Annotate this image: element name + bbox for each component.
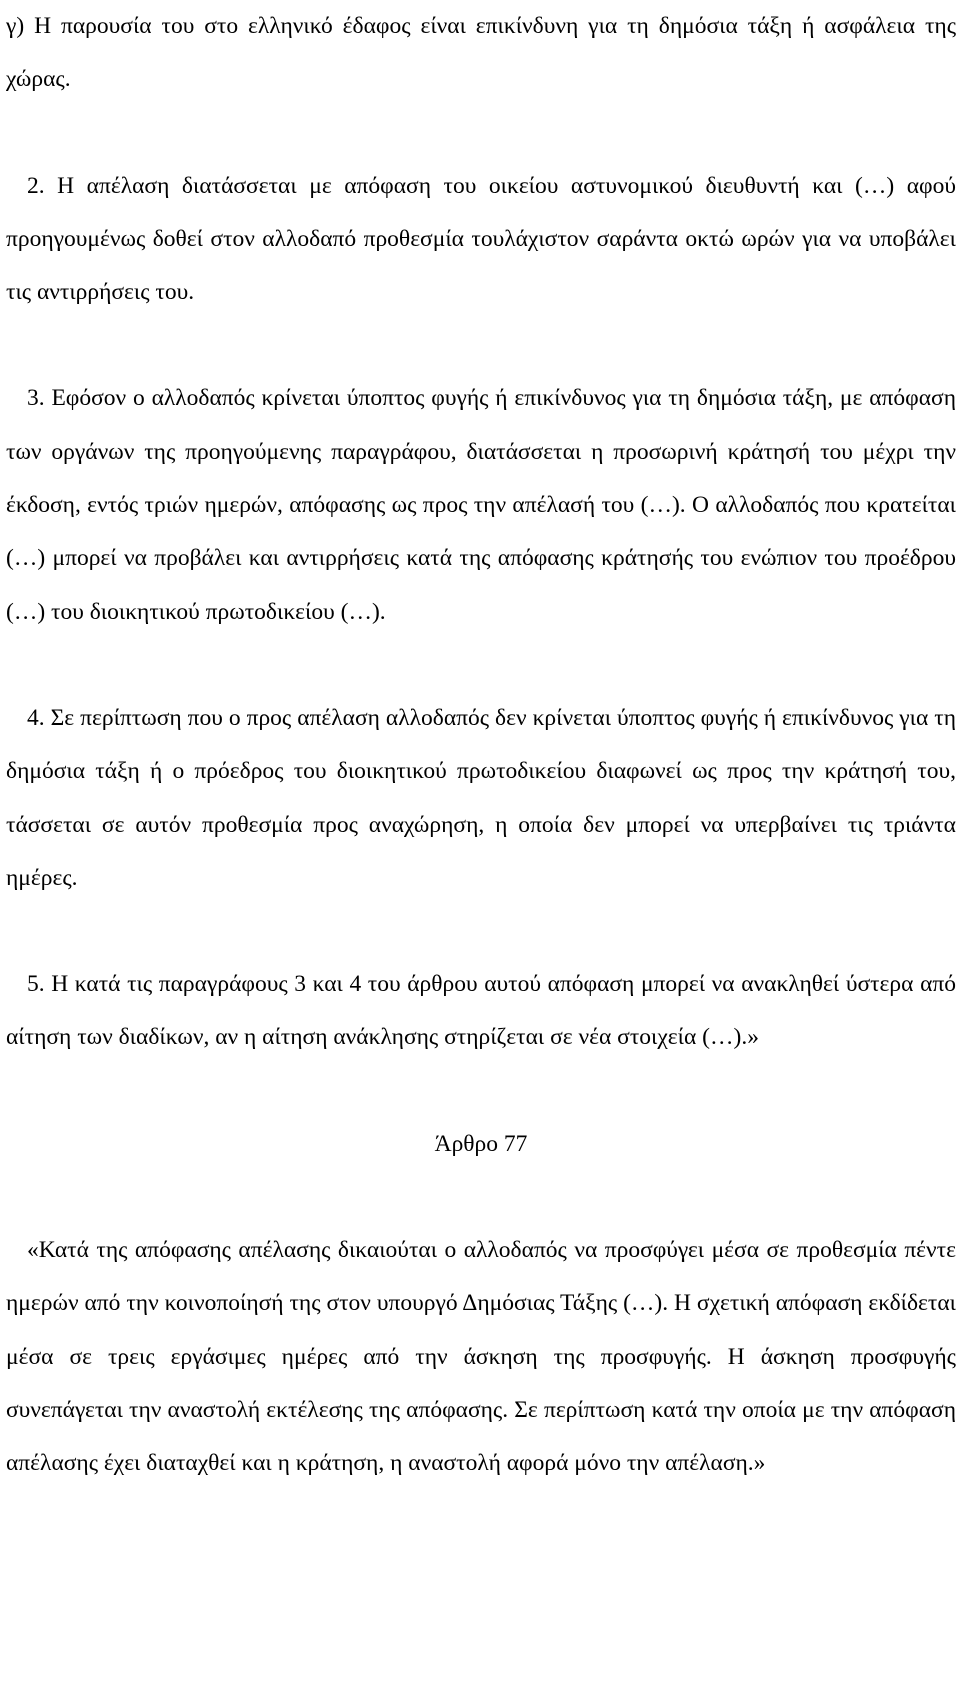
paragraph-2: 2. Η απέλαση διατάσσεται με απόφαση του οικείου αστυνομικού διευθυντή και (…) αφού προηγουμένως δοθεί στον αλλοδαπό προθεσμία τουλάχιστον σαράντα οκτώ ωρών για να υποβάλει τις αντιρρήσεις του. bbox=[6, 172, 956, 306]
article-heading: Άρθρο 77 bbox=[434, 1130, 528, 1157]
paragraph-4: 4. Σε περίπτωση που ο προς απέλαση αλλοδαπός δεν κρίνεται ύποπτος φυγής ή επικίνδυνος για τη δημόσια τάξη ή ο πρόεδρος του διοικητικού πρωτοδικείου διαφωνεί ως προς την κράτησή του, τάσσεται σε αυτόν προθεσμία προς αναχώρηση, η οποία δεν μπορεί να υπερβαίνει τις τριάντα ημέρες. bbox=[6, 704, 956, 891]
paragraph-5: 5. Η κατά τις παραγράφους 3 και 4 του άρθρου αυτού απόφαση μπορεί να ανακληθεί ύστερα από αίτηση των διαδίκων, αν η αίτηση ανάκλησης στηρίζεται σε νέα στοιχεία (…).» bbox=[6, 971, 956, 1051]
paragraph-gamma: γ) Η παρουσία του στο ελληνικό έδαφος είναι επικίνδυνη για τη δημόσια τάξη ή ασφάλεια της χώρας. bbox=[6, 13, 956, 93]
article-77-text: «Κατά της απόφασης απέλασης δικαιούται ο αλλοδαπός να προσφύγει μέσα σε προθεσμία πέντε ημερών από την κοινοποίησή της στον υπουργό Δημόσιας Τάξης (…). Η σχετική απόφαση εκδίδεται μέσα σε τρεις εργάσιμες ημέρες από την άσκηση της προσφυγής. Η άσκηση προσφυγής συνεπάγεται την αναστολή εκτέλεσης της απόφασης. Σε περίπτωση κατά την οποία με την απόφαση απέλασης έχει διαταχθεί και η κράτηση, η αναστολή αφορά μόνο την απέλαση.» bbox=[6, 1237, 956, 1477]
paragraph-3: 3. Εφόσον ο αλλοδαπός κρίνεται ύποπτος φυγής ή επικίνδυνος για τη δημόσια τάξη, με απόφαση των οργάνων της προηγούμενης παραγράφου, διατάσσεται η προσωρινή κράτησή του μέχρι την έκδοση, εντός τριών ημερών, απόφασης ως προς την απέλασή του (…). Ο αλλοδαπός που κρατείται (…) μπορεί να προβάλει και αντιρρήσεις κατά της απόφασης κράτησής του ενώπιον του προέδρου (…) του διοικητικού πρωτοδικείου (…). bbox=[6, 385, 956, 625]
document-page bbox=[6, 0, 956, 1491]
